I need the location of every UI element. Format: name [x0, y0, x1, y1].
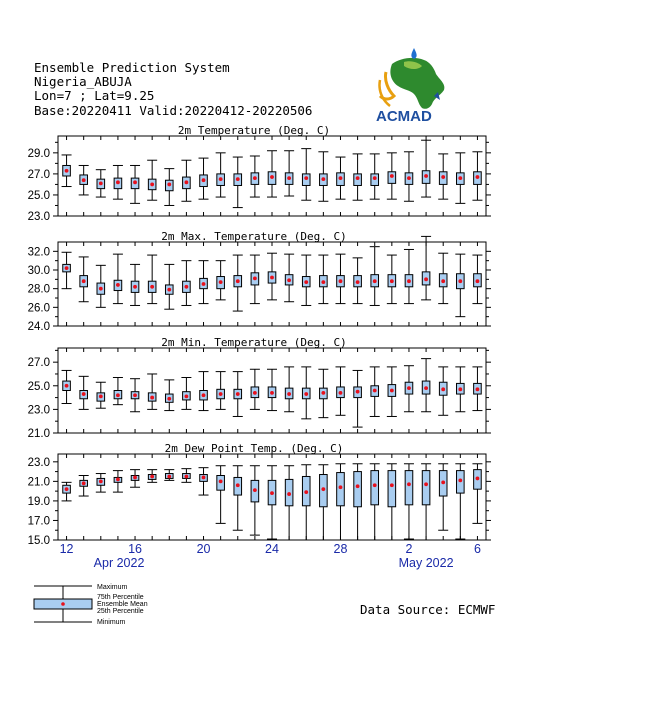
box-whisker-18: [353, 370, 363, 427]
logo-text: ACMAD: [376, 108, 432, 125]
y-tick-label: 23.0: [27, 456, 50, 469]
header-location: Nigeria_ABUJA: [34, 74, 132, 89]
mean-dot: [339, 176, 343, 180]
mean-dot: [253, 176, 257, 180]
box-whisker-8: [181, 160, 191, 201]
mean-dot: [99, 181, 103, 185]
box-whisker-19: [370, 367, 380, 417]
mean-dot: [167, 475, 171, 479]
box-whisker-23: [438, 367, 448, 415]
y-tick-label: 32.0: [27, 246, 50, 259]
box-whisker-21: [404, 366, 414, 412]
box-whisker-20: [387, 367, 397, 417]
box-whisker-9: [199, 261, 209, 304]
box-whisker-20: [387, 464, 397, 540]
mean-dot: [458, 387, 462, 391]
mean-dot: [270, 391, 274, 395]
mean-dot: [304, 392, 308, 396]
box-whisker-19: [370, 247, 380, 306]
mean-dot: [424, 277, 428, 281]
legend: [34, 584, 148, 626]
box-whisker-20: [387, 153, 397, 199]
mean-dot: [270, 491, 274, 495]
box-whisker-22: [421, 359, 431, 412]
mean-dot: [407, 176, 411, 180]
mean-dot: [82, 481, 86, 485]
mean-dot: [253, 277, 257, 281]
x-month-label: May 2022: [398, 556, 454, 570]
mean-dot: [390, 483, 394, 487]
box-whisker-22: [421, 464, 431, 540]
mean-dot: [407, 386, 411, 390]
legend-mean-label: Ensemble Mean: [97, 601, 148, 608]
mean-dot: [424, 386, 428, 390]
mean-dot: [476, 387, 480, 391]
y-tick-label: 17.0: [27, 515, 50, 528]
box-whisker-8: [181, 261, 191, 306]
box-whisker-2: [79, 476, 89, 497]
mean-dot: [185, 395, 189, 399]
mean-dot: [185, 285, 189, 289]
mean-dot: [287, 176, 291, 180]
panel-2: [28, 230, 491, 333]
y-tick-label: 15.0: [27, 535, 50, 547]
box-whisker-25: [472, 152, 482, 200]
mean-dot: [321, 391, 325, 395]
box-whisker-19: [370, 154, 380, 199]
box-whisker-8: [181, 469, 191, 483]
box-whisker-5: [130, 165, 140, 203]
mean-dot: [270, 175, 274, 179]
x-tick-label: 20: [196, 542, 211, 556]
box-whisker-14: [284, 367, 294, 412]
y-tick-label: 29.0: [27, 147, 50, 160]
box-whisker-18: [353, 464, 363, 540]
mean-dot: [65, 384, 69, 388]
mean-dot: [304, 490, 308, 494]
box-whisker-3: [96, 170, 106, 197]
mean-dot: [82, 279, 86, 283]
mean-dot: [236, 392, 240, 396]
y-tick-label: 23.0: [27, 404, 50, 417]
mean-dot: [150, 183, 154, 187]
panels-group: [28, 124, 491, 547]
mean-dot: [167, 288, 171, 292]
box-whisker-25: [472, 255, 482, 304]
box-whisker-20: [387, 255, 397, 304]
panel-4: [28, 442, 491, 547]
box-whisker-2: [79, 257, 89, 302]
x-tick-label: 2: [405, 542, 413, 556]
box-whisker-1: [62, 155, 72, 187]
panel-title: 2m Dew Point Temp. (Deg. C): [164, 442, 344, 455]
box-whisker-21: [404, 249, 414, 303]
mean-dot: [82, 178, 86, 182]
box-whisker-11: [233, 157, 243, 208]
box-whisker-2: [79, 165, 89, 194]
y-tick-label: 24.0: [27, 321, 50, 333]
mean-dot: [304, 280, 308, 284]
mean-dot: [202, 393, 206, 397]
mean-dot: [339, 391, 343, 395]
mean-dot: [424, 174, 428, 178]
iqr-box: [405, 471, 413, 505]
mean-dot: [390, 279, 394, 283]
box-whisker-9: [199, 468, 209, 495]
box-whisker-4: [113, 254, 123, 303]
box-whisker-12: [250, 255, 260, 304]
mean-dot: [321, 487, 325, 491]
mean-dot: [424, 482, 428, 486]
y-tick-label: 25.0: [27, 189, 50, 202]
box-whisker-7: [164, 470, 174, 481]
box-whisker-24: [455, 464, 465, 539]
mean-dot: [339, 485, 343, 489]
iqr-box: [388, 471, 396, 507]
box-whisker-1: [62, 252, 72, 288]
box-whisker-3: [96, 474, 106, 493]
box-whisker-10: [216, 153, 226, 197]
box-whisker-14: [284, 151, 294, 196]
y-tick-label: 23.0: [27, 211, 50, 223]
box-whisker-4: [113, 165, 123, 199]
mean-dot: [287, 278, 291, 282]
x-tick-label: 6: [473, 542, 481, 556]
mean-dot: [150, 285, 154, 289]
box-whisker-14: [284, 466, 294, 540]
box-whisker-24: [455, 254, 465, 317]
box-whisker-14: [284, 254, 294, 302]
mean-dot: [441, 480, 445, 484]
mean-dot: [133, 393, 137, 397]
iqr-box: [337, 473, 345, 506]
box-whisker-3: [96, 265, 106, 307]
africa-map-icon: [379, 48, 444, 109]
header-coordinates: Lon=7 ; Lat=9.25: [34, 88, 155, 103]
mean-dot: [99, 287, 103, 291]
box-whisker-12: [250, 156, 260, 197]
box-whisker-17: [335, 464, 345, 540]
mean-dot: [150, 396, 154, 400]
y-tick-label: 27.0: [27, 357, 50, 370]
mean-dot: [321, 280, 325, 284]
iqr-box: [422, 471, 430, 505]
mean-dot: [99, 395, 103, 399]
mean-dot: [65, 266, 69, 270]
legend-mean-dot: [61, 602, 65, 606]
box-whisker-23: [438, 253, 448, 303]
mean-dot: [116, 478, 120, 482]
mean-dot: [236, 483, 240, 487]
mean-dot: [65, 169, 69, 173]
mean-dot: [458, 176, 462, 180]
data-source: Data Source: ECMWF: [360, 602, 496, 617]
box-whisker-11: [233, 466, 243, 531]
mean-dot: [441, 175, 445, 179]
box-whisker-15: [301, 465, 311, 540]
box-whisker-21: [404, 464, 414, 539]
box-whisker-9: [199, 372, 209, 411]
mean-dot: [219, 479, 223, 483]
box-whisker-22: [421, 140, 431, 197]
mean-dot: [116, 393, 120, 397]
x-tick-label: 28: [333, 542, 348, 556]
y-tick-label: 19.0: [27, 495, 50, 508]
box-whisker-17: [335, 254, 345, 303]
mean-dot: [458, 478, 462, 482]
box-whisker-10: [216, 466, 226, 524]
box-whisker-6: [147, 374, 157, 409]
mean-dot: [185, 180, 189, 184]
legend-p75-label: 75th Percentile: [97, 594, 144, 601]
mean-dot: [407, 482, 411, 486]
box-whisker-22: [421, 236, 431, 299]
y-tick-label: 27.0: [27, 168, 50, 181]
legend-min-label: Minimum: [97, 619, 126, 626]
mean-dot: [116, 283, 120, 287]
box-whisker-16: [318, 152, 328, 201]
panel-title: 2m Min. Temperature (Deg. C): [161, 336, 347, 349]
box-whisker-13: [267, 466, 277, 539]
mean-dot: [356, 280, 360, 284]
mean-dot: [287, 392, 291, 396]
box-whisker-9: [199, 158, 209, 199]
box-whisker-7: [164, 380, 174, 411]
mean-dot: [356, 390, 360, 394]
mean-dot: [373, 389, 377, 393]
mean-dot: [476, 175, 480, 179]
y-tick-label: 21.0: [27, 476, 50, 489]
box-whisker-2: [79, 376, 89, 409]
mean-dot: [458, 279, 462, 283]
mean-dot: [99, 479, 103, 483]
box-whisker-17: [335, 157, 345, 199]
box-whisker-4: [113, 471, 123, 493]
mean-dot: [116, 180, 120, 184]
mean-dot: [185, 475, 189, 479]
box-whisker-24: [455, 153, 465, 204]
y-tick-label: 21.0: [27, 428, 50, 440]
box-whisker-21: [404, 152, 414, 201]
mean-dot: [287, 492, 291, 496]
panel-title: 2m Max. Temperature (Deg. C): [161, 230, 347, 243]
mean-dot: [219, 177, 223, 181]
mean-dot: [150, 475, 154, 479]
box-whisker-24: [455, 367, 465, 412]
box-whisker-5: [130, 379, 140, 412]
box-whisker-7: [164, 169, 174, 206]
mean-dot: [356, 484, 360, 488]
mean-dot: [356, 176, 360, 180]
x-axis-labels: [60, 542, 481, 570]
mean-dot: [202, 282, 206, 286]
mean-dot: [202, 476, 206, 480]
mean-dot: [167, 183, 171, 187]
legend-max-label: Maximum: [97, 584, 128, 591]
box-whisker-6: [147, 255, 157, 304]
y-tick-label: 26.0: [27, 302, 50, 315]
mean-dot: [219, 392, 223, 396]
x-month-label: Apr 2022: [93, 556, 145, 570]
mean-dot: [407, 279, 411, 283]
mean-dot: [270, 276, 274, 280]
box-whisker-13: [267, 369, 277, 410]
box-whisker-5: [130, 264, 140, 305]
box-whisker-16: [318, 255, 328, 304]
mean-dot: [219, 280, 223, 284]
mean-dot: [253, 488, 257, 492]
box-whisker-10: [216, 372, 226, 410]
box-whisker-13: [267, 151, 277, 197]
iqr-box: [371, 471, 379, 505]
box-whisker-18: [353, 154, 363, 200]
mean-dot: [339, 279, 343, 283]
panel-1: [28, 124, 491, 223]
header-title: Ensemble Prediction System: [34, 60, 230, 75]
box-whisker-15: [301, 367, 311, 419]
acmad-logo: [376, 48, 444, 125]
mean-dot: [373, 483, 377, 487]
x-tick-label: 24: [265, 542, 279, 556]
y-tick-label: 28.0: [27, 283, 50, 296]
box-whisker-5: [130, 470, 140, 488]
box-whisker-4: [113, 378, 123, 405]
mean-dot: [133, 285, 137, 289]
box-whisker-13: [267, 253, 277, 300]
box-whisker-6: [147, 470, 157, 483]
x-tick-label: 16: [128, 542, 142, 556]
box-whisker-7: [164, 264, 174, 309]
mean-dot: [441, 387, 445, 391]
mean-dot: [476, 477, 480, 481]
panel-3: [28, 336, 491, 440]
box-whisker-6: [147, 160, 157, 200]
box-whisker-11: [233, 372, 243, 417]
mean-dot: [202, 178, 206, 182]
mean-dot: [321, 177, 325, 181]
y-tick-label: 25.0: [27, 380, 50, 393]
mean-dot: [167, 397, 171, 401]
mean-dot: [304, 176, 308, 180]
box-whisker-3: [96, 382, 106, 408]
mean-dot: [133, 180, 137, 184]
box-whisker-12: [250, 369, 260, 409]
box-whisker-1: [62, 370, 72, 403]
mean-dot: [133, 476, 137, 480]
box-whisker-11: [233, 255, 243, 311]
box-whisker-16: [318, 369, 328, 417]
x-tick-label: 12: [59, 542, 74, 556]
box-whisker-23: [438, 464, 448, 530]
mean-dot: [253, 391, 257, 395]
box-whisker-15: [301, 149, 311, 201]
box-whisker-8: [181, 378, 191, 410]
box-whisker-1: [62, 482, 72, 501]
box-whisker-15: [301, 255, 311, 305]
mean-dot: [390, 174, 394, 178]
box-whisker-10: [216, 261, 226, 300]
mean-dot: [441, 279, 445, 283]
box-whisker-12: [250, 466, 260, 535]
box-whisker-17: [335, 367, 345, 415]
box-whisker-16: [318, 465, 328, 540]
mean-dot: [390, 389, 394, 393]
mean-dot: [236, 279, 240, 283]
box-whisker-19: [370, 464, 380, 540]
mean-dot: [236, 177, 240, 181]
box-whisker-25: [472, 367, 482, 411]
iqr-box: [354, 472, 362, 507]
legend-p25-label: 25th Percentile: [97, 608, 144, 615]
box-whisker-18: [353, 258, 363, 304]
mean-dot: [373, 176, 377, 180]
mean-dot: [65, 487, 69, 491]
header-base-valid: Base:20220411 Valid:20220412-20220506: [34, 103, 313, 118]
y-tick-label: 30.0: [27, 265, 50, 277]
panel-title: 2m Temperature (Deg. C): [177, 124, 331, 137]
mean-dot: [82, 392, 86, 396]
mean-dot: [476, 279, 480, 283]
box-whisker-25: [472, 464, 482, 524]
box-whisker-23: [438, 154, 448, 199]
mean-dot: [373, 279, 377, 283]
